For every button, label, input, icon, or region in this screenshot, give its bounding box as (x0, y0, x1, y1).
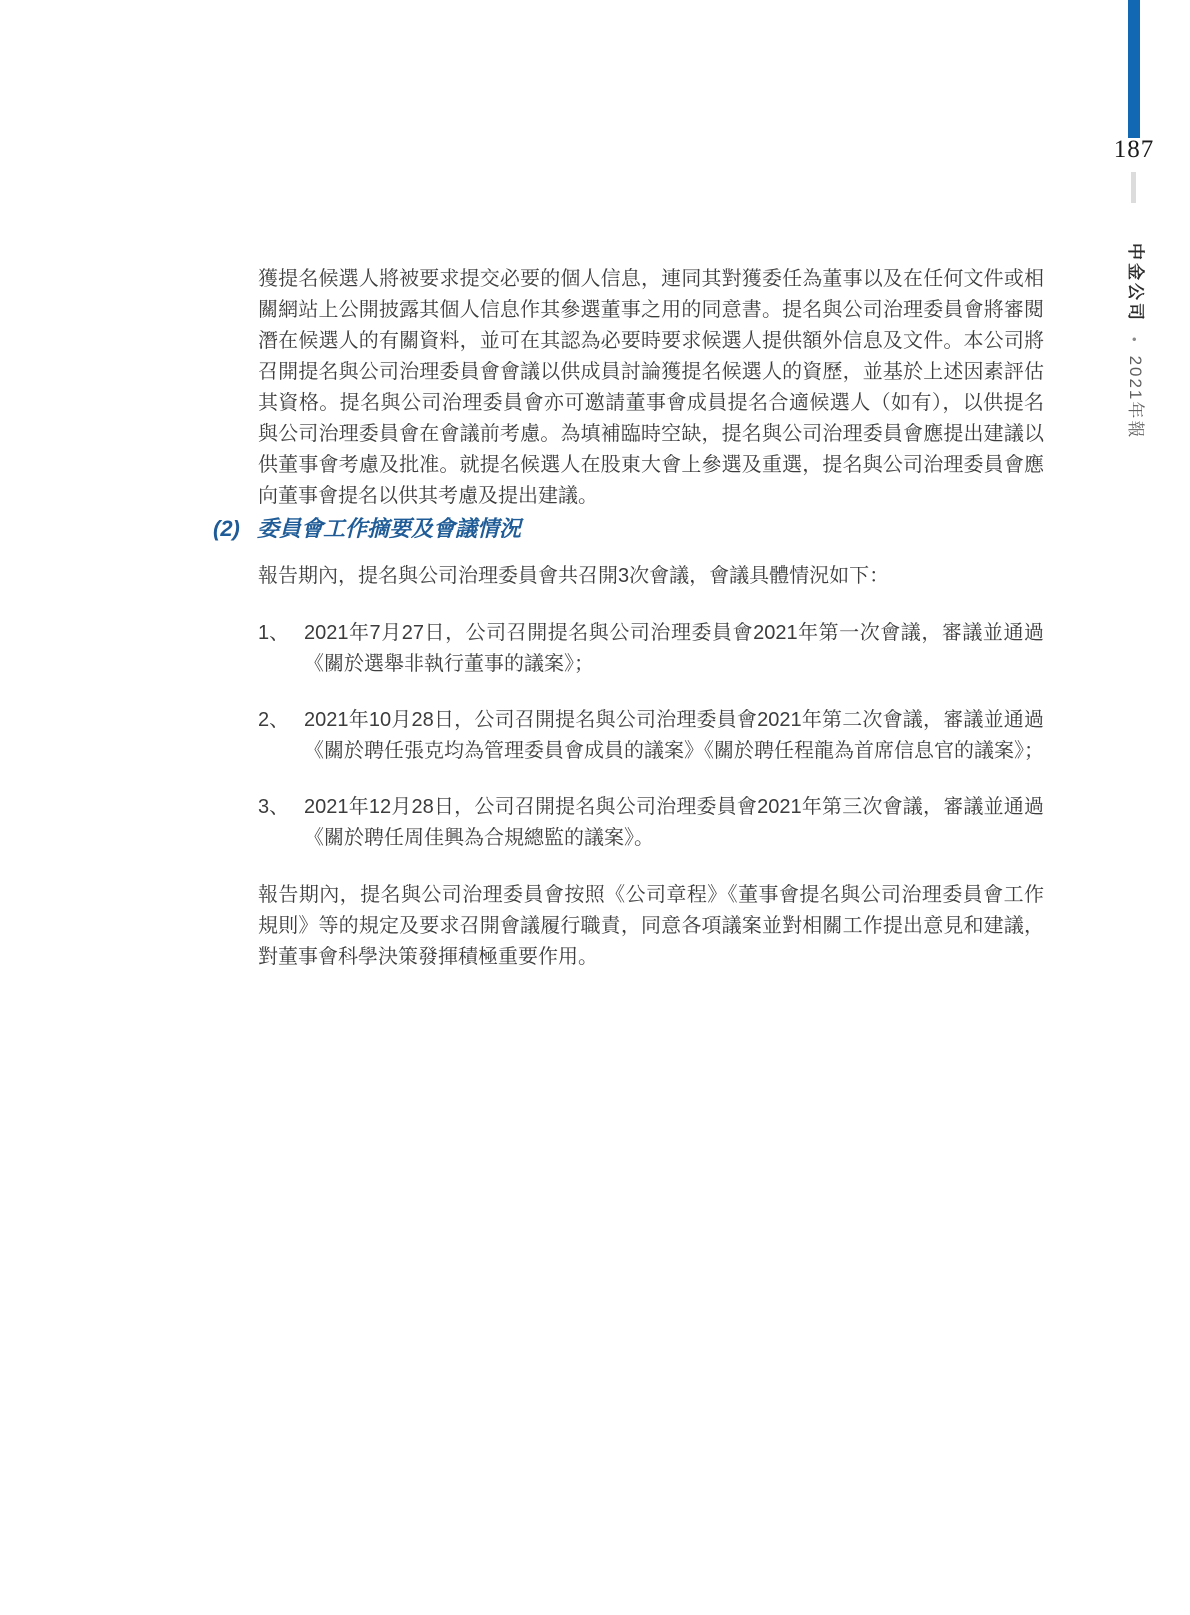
list-text: 2021年10月28日，公司召開提名與公司治理委員會2021年第二次會議，審議並通過《關於聘任張克均為管理委員會成員的議案》《關於聘任程龍為首席信息官的議案》； (304, 709, 1044, 762)
list-marker: 1、 (258, 622, 290, 644)
section-title: 委員會工作摘要及會議情況 (257, 516, 522, 541)
list-marker: 3、 (258, 796, 290, 818)
page-number-tick (1131, 172, 1136, 203)
meetings-intro: 報告期內，提名與公司治理委員會共召開3次會議，會議具體情況如下： (258, 565, 890, 587)
meeting-list-item (258, 618, 1044, 680)
section-heading (213, 514, 1053, 544)
caption-separator-dot: • (1127, 337, 1142, 342)
accent-bar (1128, 0, 1140, 138)
caption-year: 2021年報 (1126, 355, 1145, 440)
closing-paragraph: 報告期內，提名與公司治理委員會按照《公司章程》《董事會提名與公司治理委員會工作規則》等的規定及要求召開會議履行職責，同意各項議案並對相關工作提出意見和建議，對董事會科學決策發揮積極重要作用。 (258, 884, 1044, 968)
list-marker: 2、 (258, 709, 290, 731)
section-number: (2) (213, 516, 240, 541)
meeting-list-item (258, 705, 1044, 767)
list-text: 2021年12月28日，公司召開提名與公司治理委員會2021年第三次會議，審議並通過《關於聘任周佳興為合規總監的議案》。 (304, 796, 1044, 849)
nominee-info-paragraph: 獲提名候選人將被要求提交必要的個人信息，連同其對獲委任為董事以及在任何文件或相關網站上公開披露其個人信息作其參選董事之用的同意書。提名與公司治理委員會將審閱潛在候選人的有關資料，並可在其認為必要時要求候選人提供額外信息及文件。本公司將召開提名與公司治理委員會會議以供成員討論獲提名候選人的資歷，並基於上述因素評估其資格。提名與公司治理委員會亦可邀請董事會成員提名合適候選人（如有），以供提名與公司治理委員會在會議前考慮。為填補臨時空缺，提名與公司治理委員會應提出建議以供董事會考慮及批准。就提名候選人在股東大會上參選及重選，提名與公司治理委員會應向董事會提名以供其考慮及提出建議。 (258, 268, 1044, 507)
page-number: 187 (1113, 136, 1155, 163)
list-text: 2021年7月27日，公司召開提名與公司治理委員會2021年第一次會議，審議並通過《關於選舉非執行董事的議案》； (304, 622, 1044, 675)
side-caption (1123, 243, 1146, 439)
company-name: 中金公司 (1126, 243, 1145, 323)
meeting-list-item (258, 792, 1044, 854)
